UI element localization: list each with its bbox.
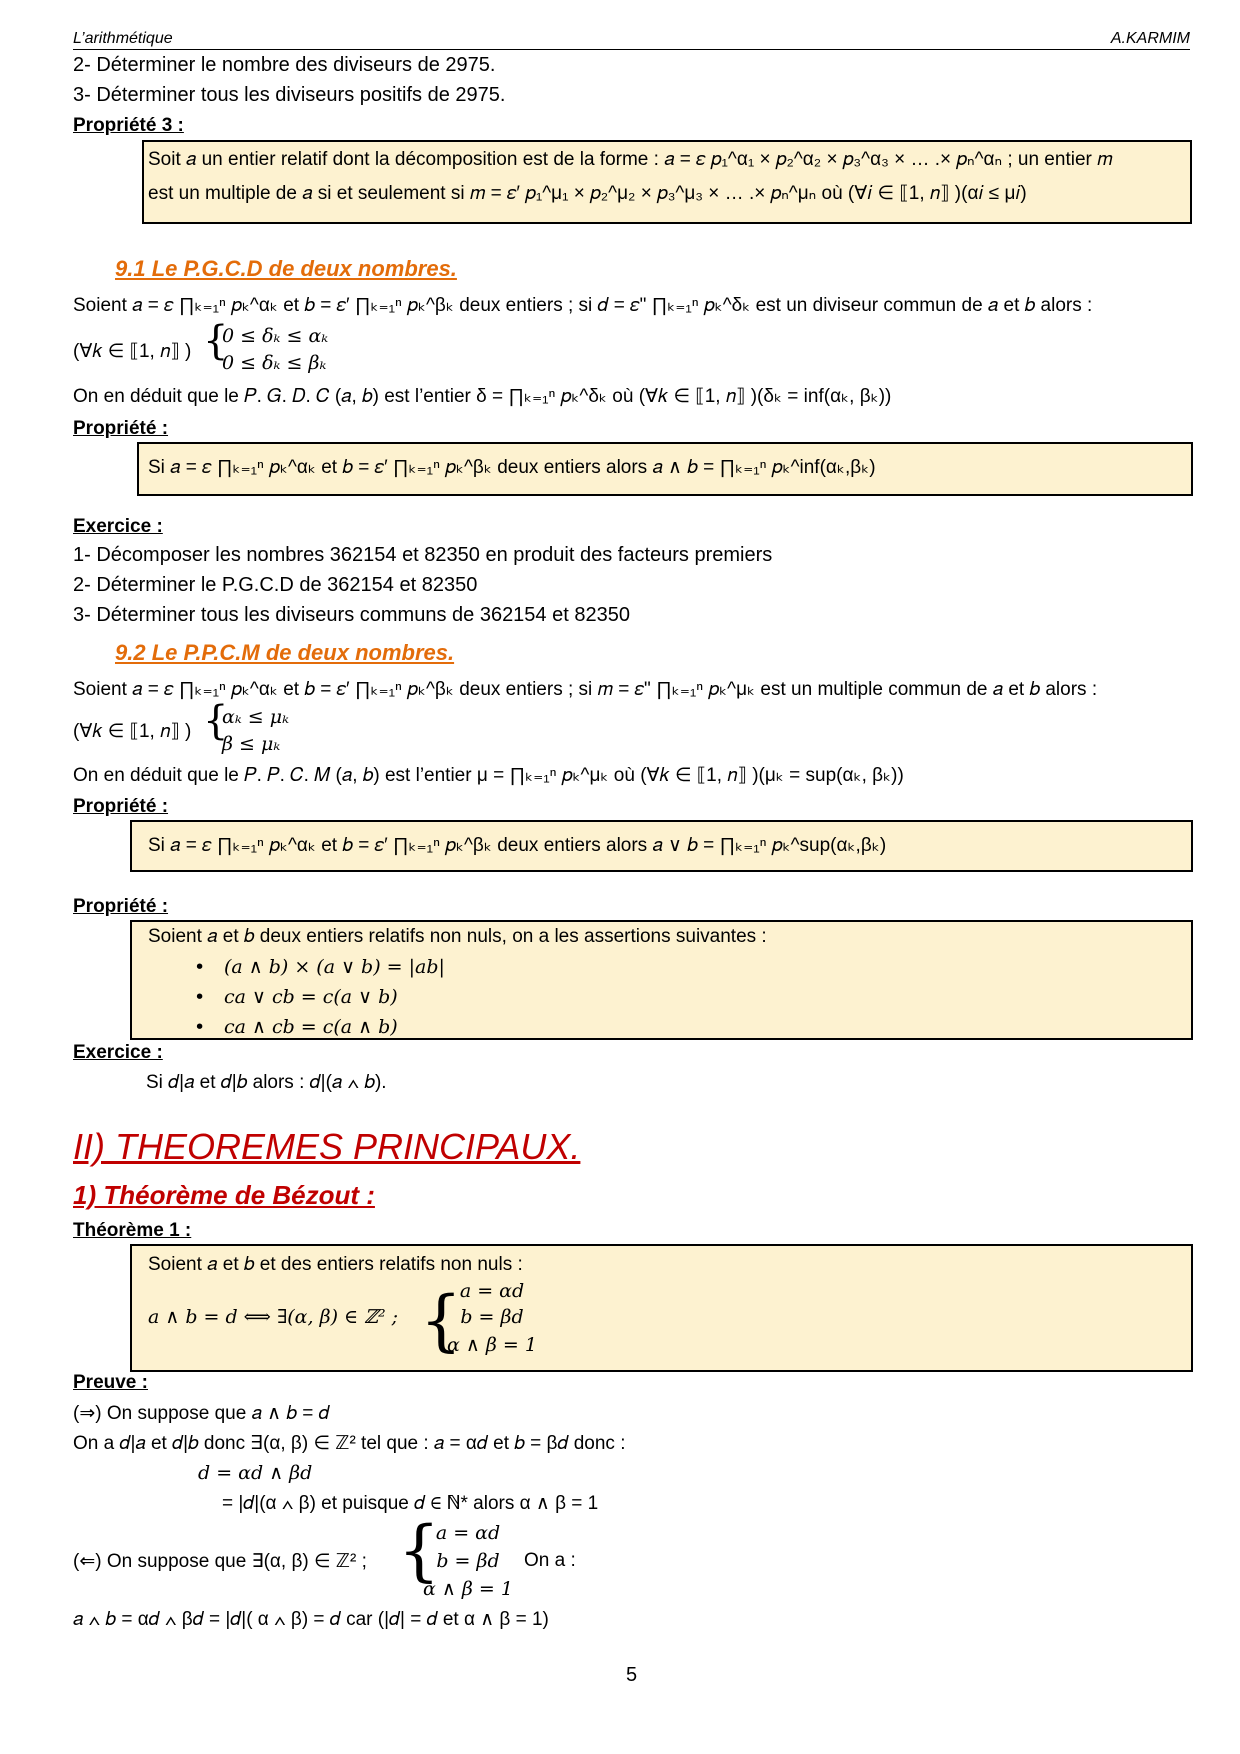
- preuve-on-a: On a :: [524, 1550, 576, 1571]
- theoreme-1-system-2: 𝑏 = β𝑑: [460, 1306, 524, 1328]
- intro-line-3: 3- Déterminer tous les diviseurs positifs de 2975.: [73, 84, 506, 106]
- part-2-title: II) THEOREMES PRINCIPAUX.: [73, 1126, 581, 1167]
- preuve-line-1: (⇒) On suppose que 𝑎 ∧ 𝑏 = 𝑑: [73, 1403, 330, 1424]
- running-header-left: L’arithmétique: [73, 30, 173, 47]
- preuve-line-5: (⇐) On suppose que ∃(α, β) ∈ ℤ² ;: [73, 1551, 367, 1572]
- preuve-title: Preuve :: [73, 1372, 148, 1393]
- exercice-1-line-1: 1- Décomposer les nombres 362154 et 82350 en produit des facteurs premiers: [73, 544, 773, 566]
- preuve-line-2: On a 𝑑|𝑎 et 𝑑|𝑏 donc ∃(α, β) ∈ ℤ² tel que : 𝑎 = α𝑑 et 𝑏 = β𝑑 donc :: [73, 1433, 626, 1454]
- ppcm-propriete-text: Si 𝑎 = 𝜀 ∏ₖ₌₁ⁿ 𝑝ₖ^αₖ et 𝑏 = 𝜀′ ∏ₖ₌₁ⁿ 𝑝ₖ^βₖ deux entiers alors 𝑎 ∨ 𝑏 = ∏ₖ₌₁ⁿ 𝑝ₖ^sup(αₖ,βₖ): [148, 835, 887, 856]
- propriete-ab-title: Propriété :: [73, 896, 169, 917]
- propriete-3-line-1: Soit 𝑎 un entier relatif dont la décomposition est de la forme : 𝑎 = 𝜀 𝑝₁^α₁ × 𝑝₂^α₂ × 𝑝₃^α₃ × … .× 𝑝ₙ^αₙ ; un entier 𝑚: [148, 149, 1113, 170]
- pgcd-deduction: On en déduit que le 𝑃. 𝐺. 𝐷. 𝐶 (𝑎, 𝑏) est l’entier δ = ∏ₖ₌₁ⁿ 𝑝ₖ^δₖ où (∀𝑘 ∈ ⟦1, 𝑛⟧ )(δₖ = inf(αₖ, βₖ)): [73, 386, 892, 407]
- bezout-title: 1) Théorème de Bézout :: [73, 1180, 375, 1210]
- propriete-ab-bullet-3: • 𝑐𝑎 ∧ 𝑐𝑏 = 𝑐(𝑎 ∧ 𝑏): [224, 1016, 398, 1038]
- pgcd-condition: (∀𝑘 ∈ ⟦1, 𝑛⟧ ): [73, 341, 192, 362]
- section-ppcm-title: 9.2 Le P.P.C.M de deux nombres.: [115, 640, 455, 665]
- pgcd-line-1: Soient 𝑎 = 𝜀 ∏ₖ₌₁ⁿ 𝑝ₖ^αₖ et 𝑏 = 𝜀′ ∏ₖ₌₁ⁿ 𝑝ₖ^βₖ deux entiers ; si 𝑑 = 𝜀" ∏ₖ₌₁ⁿ 𝑝ₖ^δₖ est un diviseur commun de 𝑎 et 𝑏 alors :: [73, 295, 1093, 316]
- propriete-ab-intro: Soient 𝑎 et 𝑏 deux entiers relatifs non nuls, on a les assertions suivantes :: [148, 926, 767, 947]
- page-number: 5: [626, 1664, 638, 1686]
- theoreme-1-system-3: α ∧ β = 1: [447, 1334, 537, 1356]
- pgcd-brace: {: [203, 318, 229, 364]
- theoreme-1-line-1: Soient 𝑎 et 𝑏 et des entiers relatifs non nuls :: [148, 1254, 523, 1275]
- header-rule: [73, 49, 1190, 50]
- pgcd-propriete-title: Propriété :: [73, 418, 169, 439]
- ppcm-deduction: On en déduit que le 𝑃. 𝑃. 𝐶. 𝑀 (𝑎, 𝑏) est l’entier μ = ∏ₖ₌₁ⁿ 𝑝ₖ^μₖ où (∀𝑘 ∈ ⟦1, 𝑛⟧ )(μₖ = sup(αₖ, βₖ)): [73, 765, 904, 786]
- pgcd-propriete-box: [137, 442, 1193, 496]
- preuve-line-4: = |𝑑|(α ∧ β) et puisque 𝑑 ∈ ℕ* alors α ∧ β = 1: [222, 1493, 599, 1514]
- propriete-ab-bullet-2: • 𝑐𝑎 ∨ 𝑐𝑏 = 𝑐(𝑎 ∨ 𝑏): [224, 986, 398, 1008]
- running-header-right: A.KARMIM: [1110, 30, 1190, 47]
- pgcd-system-1: 0 ≤ δₖ ≤ αₖ: [222, 325, 329, 347]
- propriete-ab-bullet-1: • (𝑎 ∧ 𝑏) × (𝑎 ∨ 𝑏) = |𝑎𝑏|: [224, 956, 445, 978]
- intro-line-2: 2- Déterminer le nombre des diviseurs de 2975.: [73, 54, 496, 76]
- theoreme-1-brace: {: [420, 1282, 462, 1359]
- preuve-line-3: 𝑑 = α𝑑 ∧ β𝑑: [198, 1462, 313, 1484]
- exercice-1-line-2: 2- Déterminer le P.G.C.D de 362154 et 82350: [73, 574, 478, 596]
- ppcm-line-1: Soient 𝑎 = 𝜀 ∏ₖ₌₁ⁿ 𝑝ₖ^αₖ et 𝑏 = 𝜀′ ∏ₖ₌₁ⁿ 𝑝ₖ^βₖ deux entiers ; si 𝑚 = 𝜀" ∏ₖ₌₁ⁿ 𝑝ₖ^μₖ est un multiple commun de 𝑎 et 𝑏 alors :: [73, 679, 1098, 700]
- section-pgcd-title: 9.1 Le P.G.C.D de deux nombres.: [115, 256, 457, 281]
- ppcm-condition: (∀𝑘 ∈ ⟦1, 𝑛⟧ ): [73, 721, 192, 742]
- preuve-line-6: 𝑎 ∧ 𝑏 = α𝑑 ∧ β𝑑 = |𝑑|( α ∧ β) = 𝑑 car (|𝑑| = 𝑑 et α ∧ β = 1): [73, 1609, 549, 1630]
- theoreme-1-equivalence: 𝑎 ∧ 𝑏 = 𝑑 ⟺ ∃(α, β) ∈ ℤ² ;: [148, 1306, 399, 1328]
- pgcd-system-2: 0 ≤ δₖ ≤ βₖ: [222, 352, 327, 374]
- theoreme-1-box: [130, 1244, 1193, 1372]
- ppcm-system-2: β ≤ μₖ: [222, 733, 281, 755]
- ppcm-system-1: αₖ ≤ μₖ: [222, 706, 290, 728]
- ppcm-propriete-box: [130, 820, 1193, 872]
- exercice-1-line-3: 3- Déterminer tous les diviseurs communs de 362154 et 82350: [73, 604, 630, 626]
- propriete-3-box: [142, 140, 1192, 224]
- preuve-system-2: 𝑏 = β𝑑: [436, 1550, 500, 1572]
- preuve-brace: {: [398, 1512, 440, 1589]
- pgcd-propriete-text: Si 𝑎 = 𝜀 ∏ₖ₌₁ⁿ 𝑝ₖ^αₖ et 𝑏 = 𝜀′ ∏ₖ₌₁ⁿ 𝑝ₖ^βₖ deux entiers alors 𝑎 ∧ 𝑏 = ∏ₖ₌₁ⁿ 𝑝ₖ^inf(αₖ,βₖ): [148, 457, 876, 478]
- exercice-2-line: Si 𝑑|𝑎 et 𝑑|𝑏 alors : 𝑑|(𝑎 ∧ 𝑏).: [146, 1072, 387, 1093]
- ppcm-brace: {: [203, 698, 229, 744]
- ppcm-propriete-title: Propriété :: [73, 796, 169, 817]
- exercice-2-title: Exercice :: [73, 1042, 163, 1063]
- preuve-system-3: α ∧ β = 1: [423, 1578, 513, 1600]
- preuve-system-1: 𝑎 = α𝑑: [435, 1522, 501, 1544]
- exercice-1-title: Exercice :: [73, 516, 163, 537]
- propriete-3-title: Propriété 3 :: [73, 115, 184, 136]
- propriete-ab-box: [130, 920, 1193, 1040]
- theoreme-1-system-1: 𝑎 = α𝑑: [459, 1280, 525, 1302]
- theoreme-1-title: Théorème 1 :: [73, 1220, 192, 1241]
- propriete-3-line-2: est un multiple de 𝑎 si et seulement si 𝑚 = 𝜀′ 𝑝₁^μ₁ × 𝑝₂^μ₂ × 𝑝₃^μ₃ × … .× 𝑝ₙ^μₙ où (∀𝑖 ∈ ⟦1, 𝑛⟧ )(α𝑖 ≤ μ𝑖): [148, 183, 1027, 204]
